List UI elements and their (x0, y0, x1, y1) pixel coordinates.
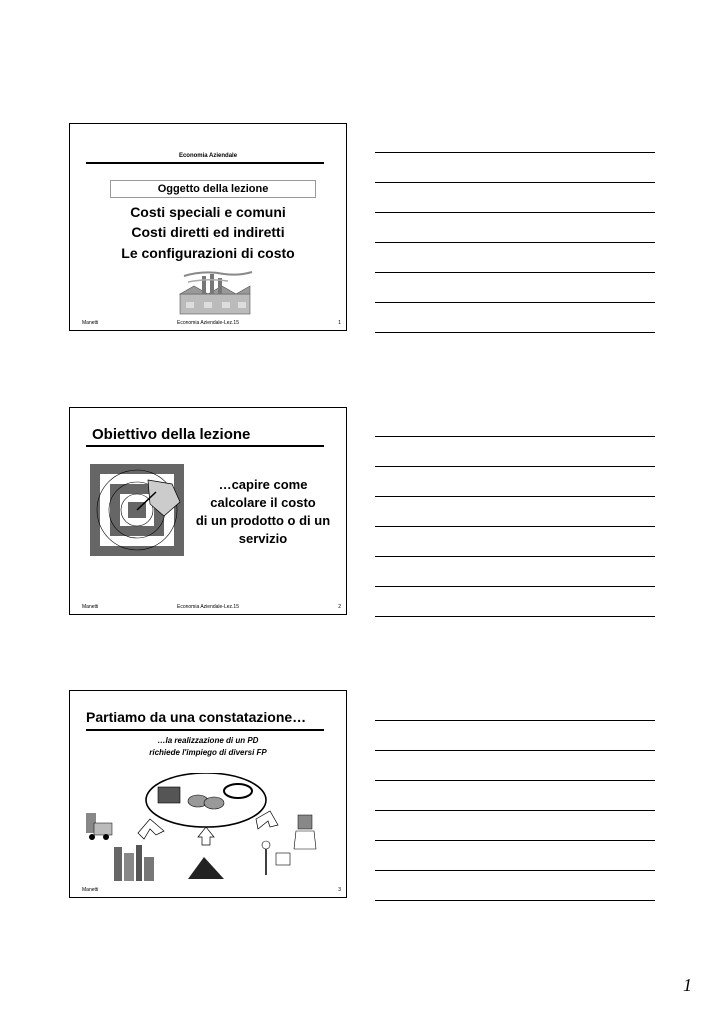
note-line (375, 720, 655, 721)
slide-header: Economia Aziendale (178, 153, 238, 159)
notes-lines-1 (375, 152, 655, 362)
slide-title: Obiettivo della lezione (92, 426, 251, 443)
footer-author: Manetti (82, 604, 99, 610)
objective-line-1: …capire come (218, 477, 308, 492)
footer-slide-number: 3 (338, 887, 341, 893)
subtitle-line-2: richiede l'impiego di diversi FP (149, 748, 267, 757)
notes-lines-2 (375, 436, 655, 646)
header-rule (86, 162, 324, 164)
note-line (375, 780, 655, 781)
footer-slide-number: 1 (338, 320, 341, 326)
notes-lines-3 (375, 720, 655, 930)
note-line (375, 900, 655, 901)
subtitle-line-1: …la realizzazione di un PD (157, 736, 259, 745)
footer-slide-number: 2 (338, 604, 341, 610)
note-line (375, 436, 655, 437)
objective-line-4: servizio (238, 531, 288, 546)
note-line (375, 466, 655, 467)
note-line (375, 152, 655, 153)
note-line (375, 272, 655, 273)
note-line (375, 496, 655, 497)
note-line (375, 332, 655, 333)
footer-course: Economia Aziendale-Lez.15 (177, 320, 239, 326)
topic-line-3: Le configurazioni di costo (121, 245, 295, 261)
slide-1 (69, 123, 347, 331)
note-line (375, 182, 655, 183)
note-line (375, 212, 655, 213)
title-rule (86, 729, 324, 731)
footer-course: Economia Aziendale-Lez.15 (177, 604, 239, 610)
note-line (375, 586, 655, 587)
objective-line-2: calcolare il costo (210, 495, 316, 510)
note-line (375, 302, 655, 303)
note-line (375, 870, 655, 871)
topic-line-2: Costi diretti ed indiretti (131, 224, 285, 240)
page-number: 1 (683, 975, 692, 995)
slide-title: Partiamo da una constatazione… (86, 709, 307, 725)
target-icon (90, 464, 184, 556)
note-line (375, 556, 655, 557)
note-line (375, 810, 655, 811)
slide-3 (69, 690, 347, 898)
note-line (375, 242, 655, 243)
footer-author: Manetti (82, 320, 99, 326)
title-rule (86, 445, 324, 447)
slide-2 (69, 407, 347, 615)
note-line (375, 840, 655, 841)
topic-box: Oggetto della lezione (110, 180, 316, 198)
production-factors-diagram (80, 773, 338, 885)
footer-author: Manetti (82, 887, 99, 893)
factory-icon (174, 270, 256, 318)
objective-text (188, 476, 338, 548)
note-line (375, 750, 655, 751)
objective-line-3: di un prodotto o di un (195, 513, 331, 528)
note-line (375, 616, 655, 617)
note-line (375, 526, 655, 527)
topic-line-1: Costi speciali e comuni (130, 204, 286, 220)
